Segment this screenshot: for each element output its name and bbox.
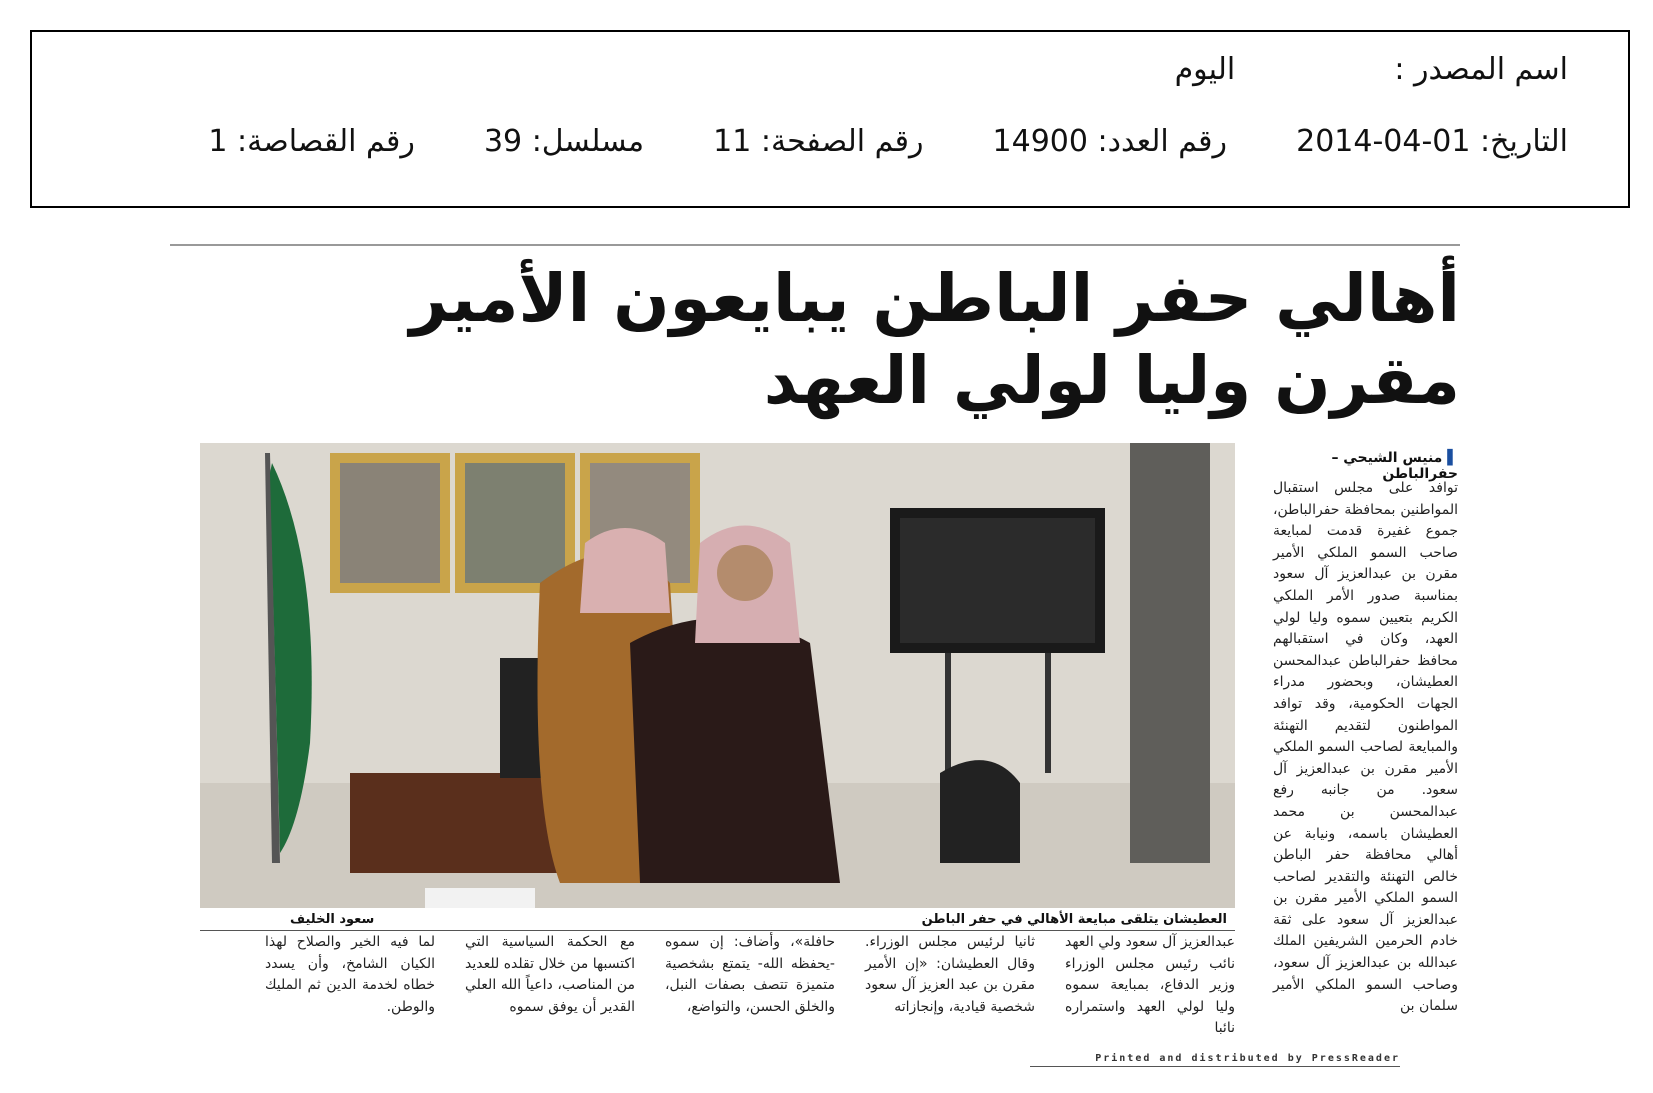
article-column-4: مع الحكمة السياسية التي اكتسبها من خلال تقلده للعديد من المناصب، داعياً الله العلي القدير أن يوفق سموه: [465, 934, 635, 1015]
newspaper-clipping: [160, 238, 1480, 1078]
article-column-5: لما فيه الخير والصلاح لهذا الكيان الشامخ، وأن يسدد خطاه لخدمة الدين ثم المليك والوطن.: [265, 934, 435, 1015]
article-side-column: توافد على مجلس استقبال المواطنين بمحافظة حفرالباطن، جموع غفيرة قدمت لمبايعة صاحب السمو الملكي الأمير مقرن بن عبدالعزيز آل سعود بمناسبة صدور الأمر الملكي الكريم بتعيين سموه وليا لولي العهد، وكان في استقبالهم محافظ حفرالباطن عبدالمحسن العطيشان، وبحضور مدراء الجهات الحكومية، وقد توافد المواطنون لتقديم التهنئة والمبايعة لصاحب السمو الملكي الأمير مقرن بن عبدالعزيز آل سعود. من جانبه رفع عبدالمحسن بن محمد العطيشان باسمه، ونيابة عن أهالي محافظة حفر الباطن خالص التهنئة والتقدير لصاحب السمو الملكي الأمير مقرن بن عبدالعزيز آل سعود على ثقة خادم الحرمين الشريفين الملك عبدالله بن عبدالعزيز آل سعود، وصاحب السمو الملكي الأمير سلمان بن: [1273, 480, 1458, 1015]
date-label: التاريخ:: [1480, 124, 1568, 159]
page-value: 11: [713, 124, 752, 159]
article-column-1: عبدالعزيز آل سعود ولي العهد نائب رئيس مجلس الوزراء وزير الدفاع، بمبايعة سموه وليا لولي العهد واستمراره نائبا: [1065, 934, 1235, 1037]
serial-value: 39: [483, 124, 523, 159]
article-column-2: ثانيا لرئيس مجلس الوزراء. وقال العطيشان: «إن الأمير مقرن بن عبد العزيز آل سعود شخصية قيادية، وإنجازاته: [865, 934, 1035, 1015]
article-bottom-columns: [200, 932, 1235, 1072]
pressreader-notice: Printed and distributed by PressReader: [1095, 1053, 1400, 1064]
article-photo: [200, 443, 1235, 908]
photo-illustration: [200, 443, 1235, 908]
photo-caption-bar: [200, 910, 1235, 931]
article-column-3: حافلة»، وأضاف: إن سموه -يحفظه الله- يتمتع بشخصية متميزة تتصف بصفات النبل، والخلق الحسن، والتواضع،: [665, 934, 835, 1015]
article-headline: أهالي حفر الباطن يبايعون الأمير مقرن وليا لولي العهد: [409, 260, 1460, 419]
source-row: [1175, 52, 1568, 87]
page-label: رقم الصفحة:: [760, 124, 924, 159]
photo-caption: العطيشان يتلقى مبايعة الأهالي في حفر الباطن: [921, 912, 1227, 927]
issue-value: 14900: [992, 124, 1088, 159]
clipping-metadata-box: [30, 30, 1630, 208]
top-rule: [170, 244, 1460, 246]
issue-label: رقم العدد:: [1097, 124, 1228, 159]
serial-label: مسلسل:: [531, 124, 645, 159]
details-row: [208, 124, 1568, 159]
clip-value: 1: [208, 124, 228, 159]
date-value: 2014-04-01: [1296, 124, 1471, 159]
source-value: اليوم: [1174, 52, 1236, 87]
clip-label: رقم القصاصة:: [237, 124, 415, 159]
byline-text: منيس الشيحي – حفرالباطن: [1331, 450, 1458, 482]
byline-marker-icon: ▌: [1447, 450, 1458, 466]
photo-credit: سعود الخليف: [290, 912, 375, 927]
source-label: اسم المصدر :: [1394, 52, 1568, 87]
bottom-rule: [1030, 1066, 1400, 1067]
